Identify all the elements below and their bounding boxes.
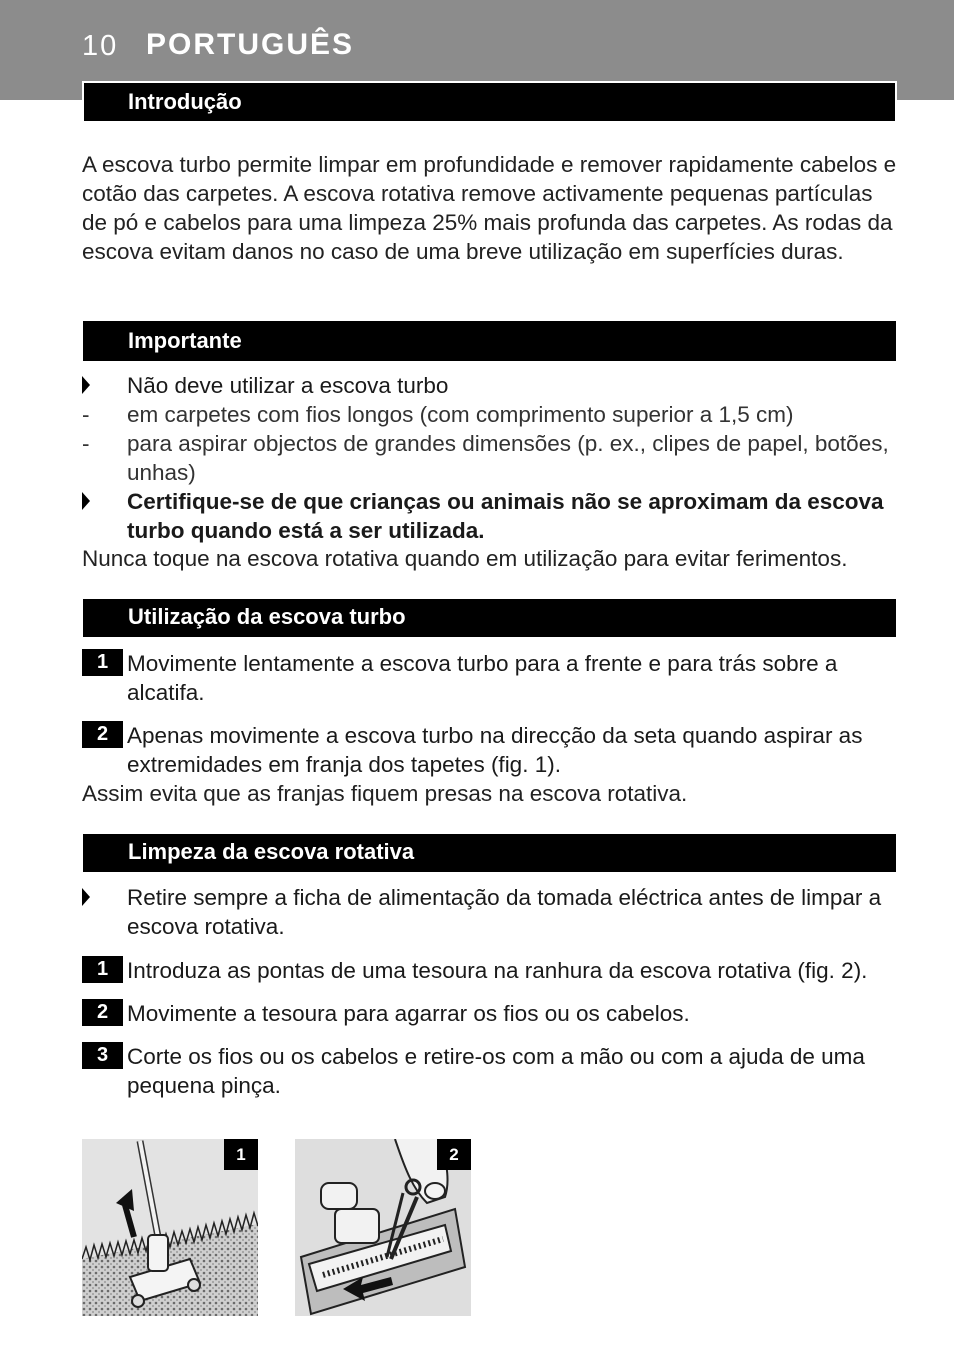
warning-note: Nunca toque na escova rotativa quando em utilização para evitar ferimentos. [82, 546, 848, 571]
step-text: Corte os fios ou os cabelos e retire-os com a mão ou com a ajuda de uma pequena pinça. [127, 1044, 865, 1098]
step-number: 2 [82, 721, 123, 748]
section-title-usage: Utilização da escova turbo [83, 599, 896, 637]
step-number: 2 [82, 999, 123, 1026]
bullet-icon [82, 492, 90, 510]
step-number: 1 [82, 649, 123, 676]
step-text: Movimente lentamente a escova turbo para a frente e para trás sobre a alcatifa. [127, 651, 838, 705]
step-text: Apenas movimente a escova turbo na direcção da seta quando aspirar as extremidades em franja dos tapetes (fig. 1). [127, 723, 863, 777]
language-title: PORTUGUÊS [146, 28, 355, 61]
list-item [82, 429, 897, 487]
bullet-icon [82, 376, 90, 394]
list-item [82, 400, 897, 429]
list-item-text: Retire sempre a ficha de alimentação da tomada eléctrica antes de limpar a escova rotativa. [127, 885, 882, 939]
dash-icon: - [82, 431, 90, 456]
section-title-important: Importante [83, 321, 896, 361]
page-number: 10 [82, 30, 119, 62]
step-text: Movimente a tesoura para agarrar os fios ou os cabelos. [127, 1001, 690, 1026]
step-item [82, 721, 897, 779]
step-number: 1 [82, 956, 123, 983]
step-item [82, 1042, 897, 1100]
step-text: Introduza as pontas de uma tesoura na ranhura da escova rotativa (fig. 2). [127, 958, 868, 983]
usage-note: Assim evita que as franjas fiquem presas na escova rotativa. [82, 781, 688, 806]
figure-number: 2 [437, 1139, 471, 1170]
list-item [82, 487, 897, 545]
figure-number: 1 [224, 1139, 258, 1170]
list-item [82, 371, 897, 400]
list-item-text: para aspirar objectos de grandes dimensões (p. ex., clipes de papel, botões, unhas) [127, 431, 889, 485]
list-item [82, 883, 897, 941]
dash-icon: - [82, 402, 90, 427]
intro-paragraph: A escova turbo permite limpar em profundidade e remover rapidamente cabelos e cotão das carpetes. A escova rotativa remove activamente pequenas partículas de pó e cabelos para uma limpeza 25% mais profunda das carpetes. As rodas da escova evitam danos no caso de uma breve utilização em superfícies duras. [82, 152, 897, 264]
list-item-text: em carpetes com fios longos (com comprimento superior a 1,5 cm) [127, 402, 794, 427]
section-title-cleaning: Limpeza da escova rotativa [83, 834, 896, 872]
step-number: 3 [82, 1042, 123, 1069]
step-item [82, 649, 897, 707]
step-item [82, 956, 897, 985]
figure-2 [295, 1139, 471, 1316]
list-item-text: Não deve utilizar a escova turbo [127, 373, 449, 398]
list-item-text: Certifique-se de que crianças ou animais não se aproximam da escova turbo quando está a ser utilizada. [127, 489, 884, 543]
figure-1 [82, 1139, 258, 1316]
section-title-intro: Introdução [83, 82, 896, 122]
step-item [82, 999, 897, 1028]
bullet-icon [82, 888, 90, 906]
